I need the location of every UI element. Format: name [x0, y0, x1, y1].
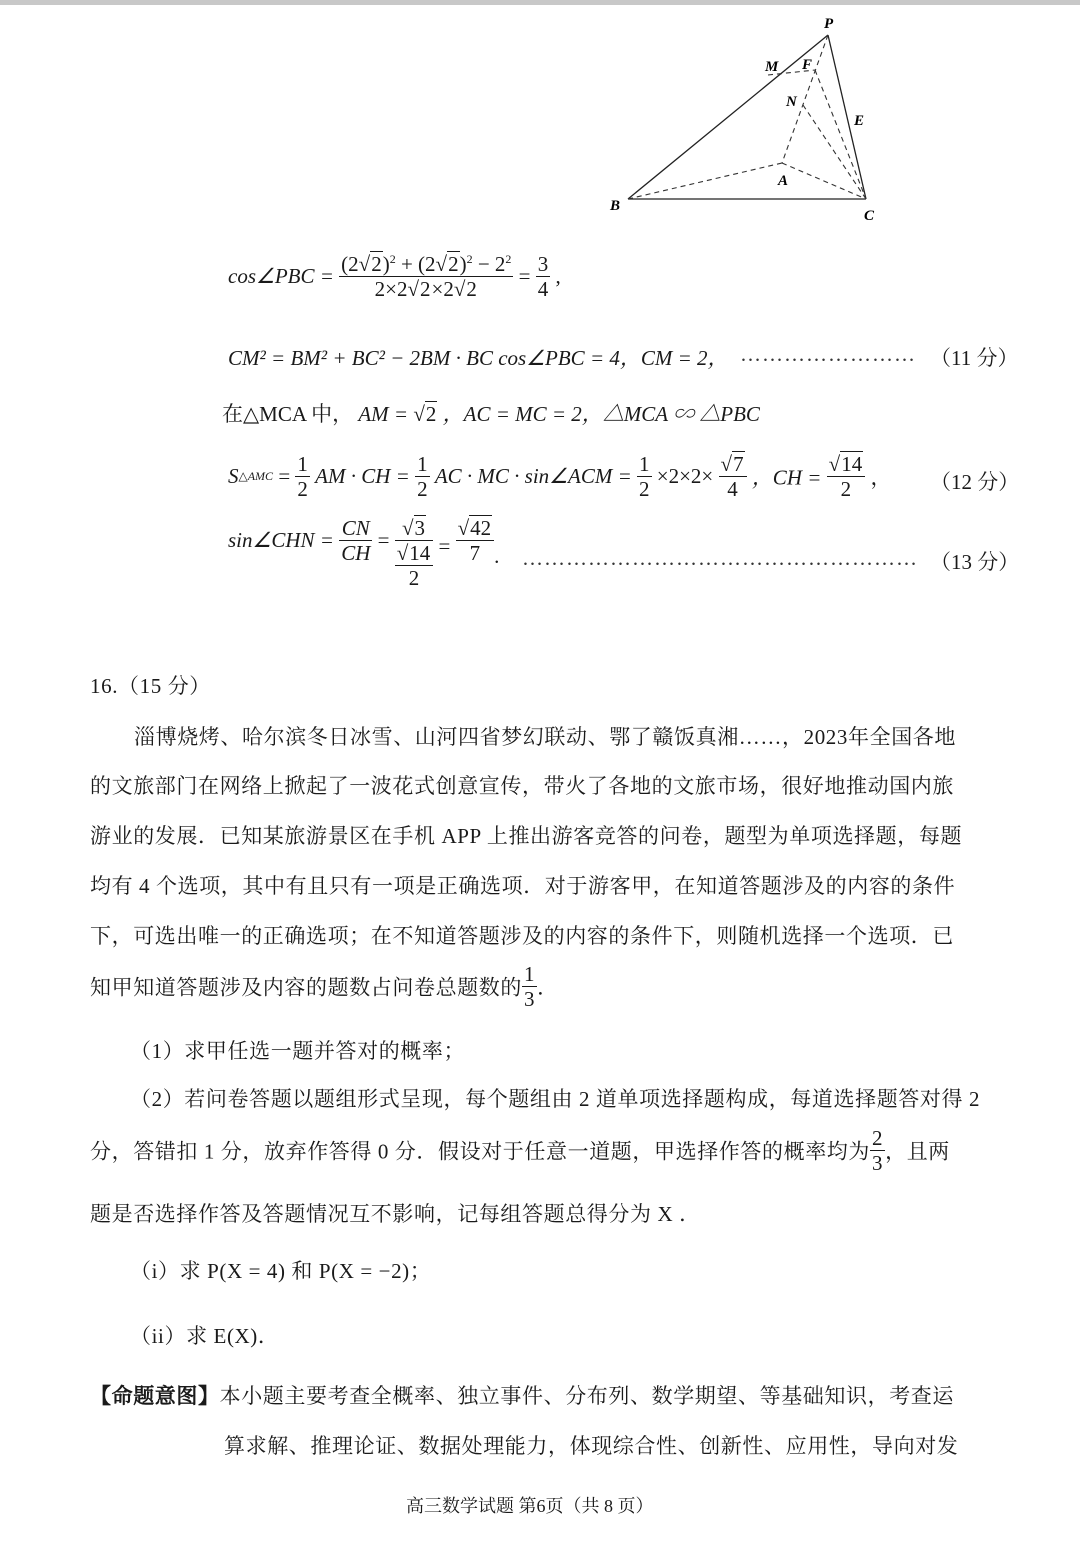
cm-equation: CM² = BM² + BC² − 2BM · BC cos∠PBC = 4，CM = 2，: [228, 346, 729, 370]
problem-paragraph-line-3: 游业的发展．已知某旅游景区在手机 APP 上推出游客竞答的问卷，题型为单项选择题，每题: [90, 824, 963, 848]
mca-prefix: 在△MCA 中，: [222, 402, 354, 426]
ch-value: $\frac{√14}{2}$: [827, 452, 866, 501]
page-footer: 高三数学试题 第6页（共 8 页）: [406, 1496, 654, 1516]
edge-ba: [628, 163, 782, 199]
sqrt42-over-7: $\frac{√42}{7}$: [456, 516, 495, 565]
question-2-line-1: （2）若问卷答题以题组形式呈现，每个题组由 2 道单项选择题构成，每道选择题答对得 2: [130, 1087, 981, 1111]
label-p: P: [824, 16, 834, 32]
am-label: AM =: [358, 402, 414, 426]
top-edge-bar: [0, 0, 1080, 5]
cos-pbc-result: $\frac{3}{4}$: [537, 252, 549, 302]
intent-label: 【命题意图】: [90, 1384, 220, 1408]
label-a: A: [778, 173, 789, 189]
label-b: B: [610, 198, 621, 214]
label-m: M: [765, 59, 779, 75]
half-fraction-1: $\frac{1}{2}$: [297, 452, 308, 502]
problem-paragraph-line-6: 知甲知道答题涉及内容的题数占问卷总题数的 $\frac{1}{3}$ ．: [90, 962, 559, 1012]
problem-paragraph-line-4: 均有 4 个选项，其中有且只有一项是正确选项．对于游客甲，在知道答题涉及的内容的条件: [90, 874, 956, 898]
solution-line-cos-pbc: cos∠PBC = $\frac{(2√2)^2 + (2√2)^2 - 2^2}{2\times 2√2\times 2√2}$ = $\frac{3}{4}$ ,: [228, 252, 561, 302]
score-leader-dots-13: ………………………………………………: [522, 546, 918, 570]
label-c: C: [864, 208, 875, 224]
am-sqrt: √2: [413, 402, 437, 426]
mca-rest: ，AC = MC = 2，△MCA ∽ △PBC: [442, 402, 760, 426]
score-12: （12 分）: [930, 470, 1020, 494]
intent-line-2: 算求解、推理论证、数据处理能力，体现综合性、创新性、应用性，导向对发: [224, 1434, 959, 1458]
problem-paragraph-line-5: 下，可选出唯一的正确选项；在不知道答题涉及的内容的条件下，则随机选择一个选项．已: [90, 924, 954, 948]
problem-paragraph-line-1: 淄博烧烤、哈尔滨冬日冰雪、山河四省梦幻联动、鄂了赣饭真湘……，2023年全国各地: [134, 725, 956, 749]
cos-pbc-lhs: cos∠PBC =: [228, 264, 334, 289]
cos-pbc-fraction: [339, 252, 513, 301]
cn-over-ch: $\frac{CN}{CH}$: [341, 516, 371, 566]
problem-paragraph-line-2: 的文旅部门在网络上掀起了一波花式创意宣传，带火了各地的文旅市场，很好地推动国内旅: [90, 774, 954, 798]
question-2-i: （i）求 P(X = 4) 和 P(X = −2)；: [130, 1259, 432, 1283]
cos-pbc-denominator: 2×2√2×2√2: [374, 277, 477, 302]
cos-pbc-numerator: $(2√2)^2 + (2√2)^2 - 2^2$: [341, 252, 512, 276]
one-third-fraction: $\frac{1}{3}$: [524, 962, 536, 1012]
question-2-ii: （ii）求 E(X)．: [130, 1324, 280, 1348]
half-fraction-3: $\frac{1}{2}$: [639, 452, 650, 502]
half-fraction-2: $\frac{1}{2}$: [417, 452, 428, 502]
intent-line-1: 【命题意图】本小题主要考查全概率、独立事件、分布列、数学期望、等基础知识，考查运: [90, 1384, 955, 1408]
pyramid-diagram: [590, 5, 910, 230]
sqrt3-over-ch: √3 √14 2: [395, 516, 434, 590]
two-thirds-fraction: $\frac{2}{3}$: [872, 1126, 884, 1176]
score-13: （13 分）: [930, 550, 1020, 574]
solution-line-mca: [222, 398, 760, 428]
score-leader-dots-11: ……………………: [740, 342, 916, 366]
sqrt7-over-4: $\frac{√7}{4}$: [719, 452, 747, 501]
solution-line-area: S△AMC = $\frac{1}{2}$ AM · CH = $\frac{1}{2}$ AC · MC · sin∠ACM = $\frac{1}{2}$ ×2×2× $\frac{√7}{4}$ ，CH = $\frac{√14}{2}$ ，: [228, 452, 892, 502]
solution-line-cm: [228, 342, 729, 372]
label-e: E: [854, 113, 865, 129]
edge-pb: [628, 35, 828, 199]
question-1: （1）求甲任选一题并答对的概率；: [130, 1039, 466, 1063]
problem-16-header: 16.（15 分）: [90, 674, 211, 698]
label-n: N: [786, 94, 797, 110]
question-2-line-3: 题是否选择作答及答题情况互不影响，记每组答题总得分为 X ．: [90, 1202, 701, 1226]
question-2-line-2: 分，答错扣 1 分，放弃作答得 0 分．假设对于任意一道题，甲选择作答的概率均为 $\frac{2}{3}$ ，且两: [90, 1126, 950, 1176]
label-f: F: [802, 57, 813, 73]
solution-line-sin-chn: sin∠CHN = $\frac{CN}{CH}$ = √3 √14 2 = $\frac{√42}{7}$ .: [228, 516, 500, 591]
score-11: （11 分）: [930, 346, 1019, 370]
